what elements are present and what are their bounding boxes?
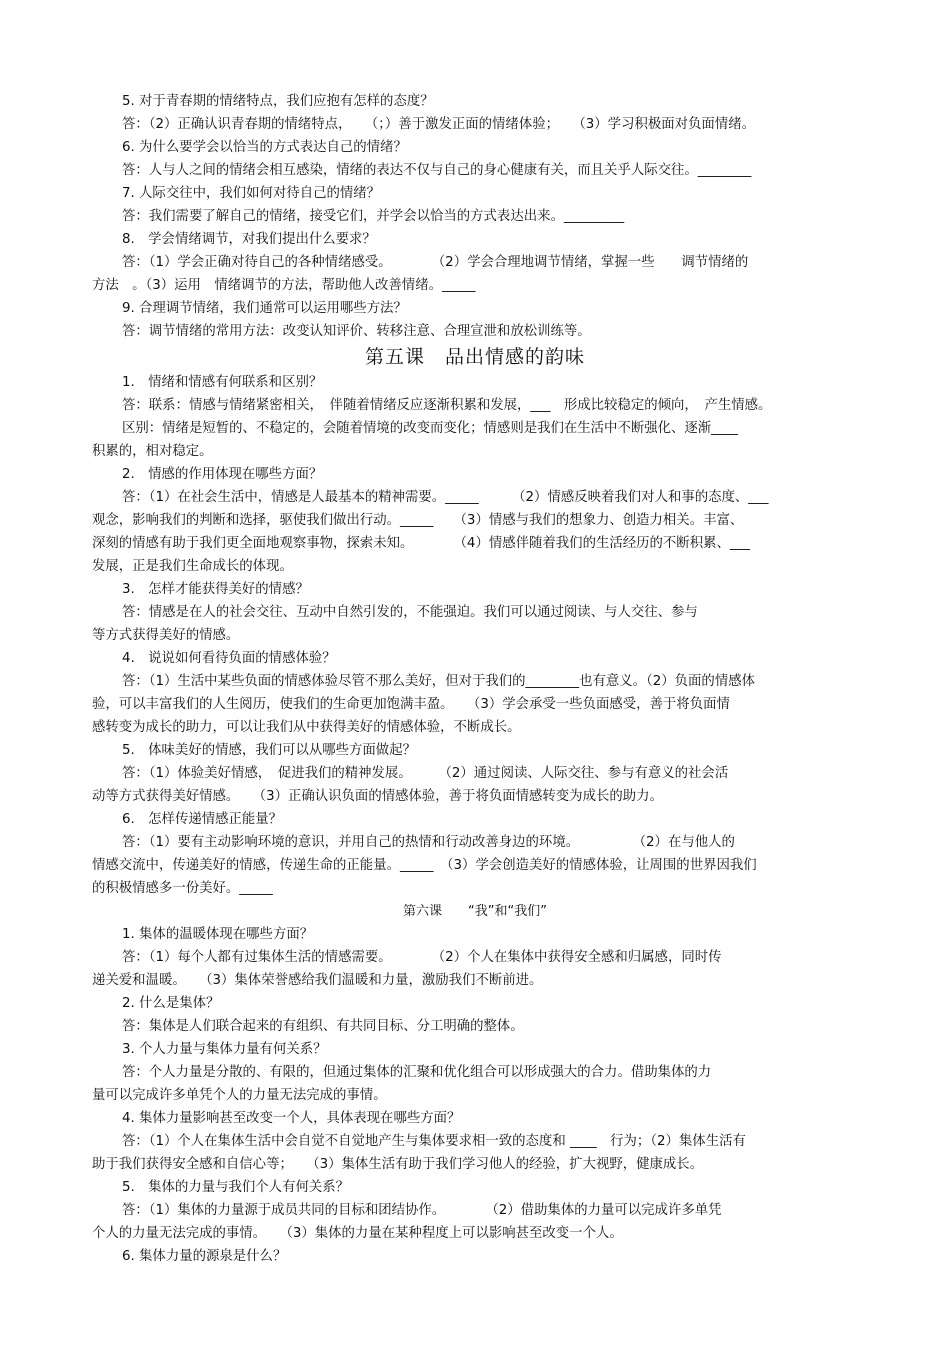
lesson5-line: 6. 怎样传递情感正能量？: [122, 812, 283, 827]
lesson5-line: 1. 情绪和情感有何联系和区别？: [122, 375, 323, 390]
answer-8-line1: 答：（1）学会正确对待自己的各种情绪感受。 （2）学会合理地调节情绪，掌握一些 调节情绪的: [122, 255, 749, 270]
lesson5-line: 答：（1）体验美好情感， 促进我们的精神发展。 （2）通过阅读、人际交往、参与有意义的社会活: [122, 766, 729, 781]
question-7: 7. 人际交往中，我们如何对待自己的情绪？: [122, 186, 381, 201]
lesson6-line: 答：（1）个人在集体生活中会自觉不自觉地产生与集体要求相一致的态度和 ____ 行为；（2）集体生活有: [122, 1134, 746, 1149]
lesson5-line: 观念，影响我们的判断和选择，驱使我们做出行动。_____ （3）情感与我们的想象力、创造力相关。丰富、: [92, 513, 744, 528]
lesson6-line: 6. 集体力量的源泉是什么？: [122, 1249, 287, 1264]
lesson5-line: 5. 体味美好的情感，我们可以从哪些方面做起？: [122, 743, 416, 758]
lesson5-line: 动等方式获得美好情感。 （3）正确认识负面的情感体验，善于将负面情感转变为成长的助力。: [92, 789, 663, 804]
lesson6-line: 递关爱和温暖。 （3）集体荣誉感给我们温暖和力量，激励我们不断前进。: [92, 973, 543, 988]
lesson5-line: 2. 情感的作用体现在哪些方面？: [122, 467, 323, 482]
lesson5-line: 答：（1）要有主动影响环境的意识，并用自己的热情和行动改善身边的环境。 （2）在与他人的: [122, 835, 735, 850]
answer-5: 答：（2）正确认识青春期的情绪特点， （；）善于激发正面的情绪体验； （3）学习积极面对负面情绪。: [122, 117, 755, 132]
lesson5-line: 的积极情感多一份美好。_____: [92, 881, 273, 896]
answer-8-line2: 方法 。（3）运用 情绪调节的方法，帮助他人改善情绪。_____: [92, 278, 476, 293]
lesson6-line: 答：集体是人们联合起来的有组织、有共同目标、分工明确的整体。: [122, 1019, 524, 1034]
lesson6-line: 答：个人力量是分散的、有限的，但通过集体的汇聚和优化组合可以形成强大的合力。借助集体的力: [122, 1065, 712, 1080]
question-5: 5. 对于青春期的情绪特点，我们应抱有怎样的态度？: [122, 94, 434, 109]
lesson6-line: 量可以完成许多单凭个人的力量无法完成的事情。: [92, 1088, 387, 1103]
lesson5-line: 答：联系：情感与情绪紧密相关， 伴随着情绪反应逐渐积累和发展，___ 形成比较稳定的倾向， 产生情感。: [122, 398, 772, 413]
lesson5-line: 深刻的情感有助于我们更全面地观察事物，探索未知。 （4）情感伴随着我们的生活经历的不断积累、___: [92, 536, 750, 551]
lesson5-line: 区别：情绪是短暂的、不稳定的，会随着情境的改变而变化；情感则是我们在生活中不断强化、逐渐____: [122, 421, 738, 436]
lesson5-line: 等方式获得美好的情感。: [92, 628, 240, 643]
lesson5-line: 积累的，相对稳定。: [92, 444, 213, 459]
lesson6-line: 3. 个人力量与集体力量有何关系？: [122, 1042, 327, 1057]
lesson6-line: 1. 集体的温暖体现在哪些方面？: [122, 927, 314, 942]
lesson6-line: 个人的力量无法完成的事情。 （3）集体的力量在某种程度上可以影响甚至改变一个人。: [92, 1226, 623, 1241]
question-9: 9. 合理调节情绪，我们通常可以运用哪些方法？: [122, 301, 407, 316]
lesson5-line: 验，可以丰富我们的人生阅历，使我们的生命更加饱满丰盈。 （3）学会承受一些负面感受，善于将负面情: [92, 697, 730, 712]
question-8: 8. 学会情绪调节，对我们提出什么要求？: [122, 232, 376, 247]
lesson6-line: 2. 什么是集体？: [122, 996, 220, 1011]
lesson5-line: 4. 说说如何看待负面的情感体验？: [122, 651, 336, 666]
lesson6-title: 第六课 “我”和“我们”: [403, 904, 547, 919]
lesson5-line: 答：（1）生活中某些负面的情感体验尽管不那么美好，但对于我们的________也有意义。（2）负面的情感体: [122, 674, 755, 689]
lesson6-line: 助于我们获得安全感和自信心等； （3）集体生活有助于我们学习他人的经验，扩大视野，健康成长。: [92, 1157, 704, 1172]
lesson6-line: 答：（1）集体的力量源于成员共同的目标和团结协作。 （2）借助集体的力量可以完成许多单凭: [122, 1203, 722, 1218]
answer-9: 答：调节情绪的常用方法：改变认知评价、转移注意、合理宣泄和放松训练等。: [122, 324, 591, 339]
lesson6-line: 4. 集体力量影响甚至改变一个人，具体表现在哪些方面？: [122, 1111, 461, 1126]
lesson5-line: 情感交流中，传递美好的情感，传递生命的正能量。_____ （3）学会创造美好的情感体验，让周围的世界因我们: [92, 858, 757, 873]
lesson5-line: 答：情感是在人的社会交往、互动中自然引发的，不能强迫。我们可以通过阅读、与人交往、参与: [122, 605, 698, 620]
answer-7: 答：我们需要了解自己的情绪，接受它们，并学会以恰当的方式表达出来。_________: [122, 209, 625, 224]
lesson5-title: 第五课 品出情感的韵味: [364, 346, 585, 368]
lesson5-line: 感转变为成长的助力，可以让我们从中获得美好的情感体验，不断成长。: [92, 720, 521, 735]
lesson6-line: 5. 集体的力量与我们个人有何关系？: [122, 1180, 350, 1195]
question-6: 6. 为什么要学会以恰当的方式表达自己的情绪？: [122, 140, 407, 155]
lesson5-line: 3. 怎样才能获得美好的情感？: [122, 582, 309, 597]
answer-6: 答：人与人之间的情绪会相互感染，情绪的表达不仅与自己的身心健康有关，而且关乎人际交往。________: [122, 163, 752, 178]
lesson6-line: 答：（1）每个人都有过集体生活的情感需要。 （2）个人在集体中获得安全感和归属感，同时传: [122, 950, 722, 965]
lesson5-line: 发展，正是我们生命成长的体现。: [92, 559, 293, 574]
lesson5-line: 答：（1）在社会生活中，情感是人最基本的精神需要。_____ （2）情感反映着我们对人和事的态度、___: [122, 490, 769, 505]
